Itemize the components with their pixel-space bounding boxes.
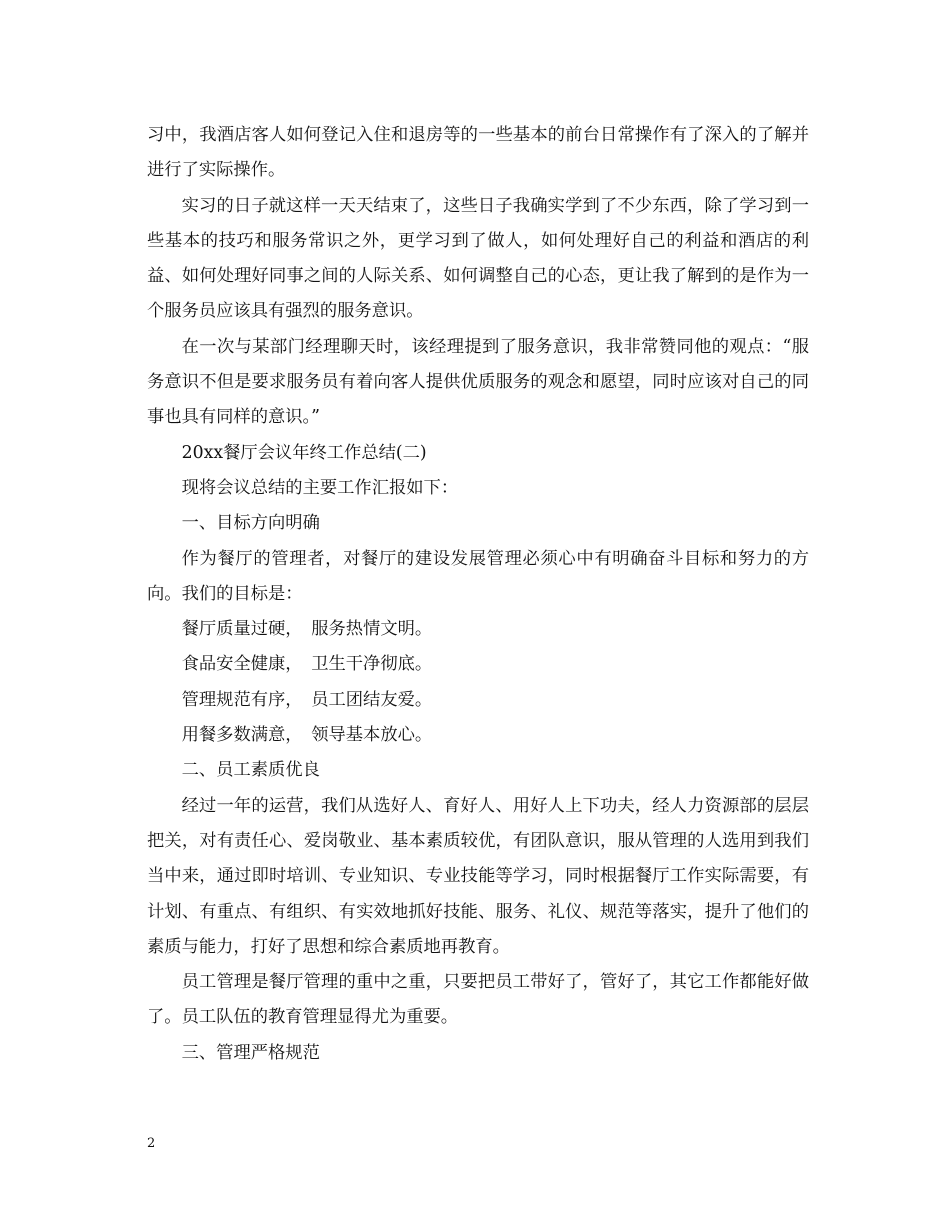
goal-line-1: 餐厅质量过硬， 服务热情文明。 — [181, 619, 433, 640]
paragraph-1: 习中，我酒店客人如何登记入住和退房等的一些基本的前台日常操作有了深入的了解并进行了实际操作。 — [147, 125, 809, 181]
section-title: 20xx餐厅会议年终工作总结(二) — [181, 442, 427, 463]
paragraph-3: 在一次与某部门经理聊天时，该经理提到了服务意识，我非常赞同他的观点：“服务意识不但是要求服务员有着向客人提供优质服务的观念和愿望，同时应该对自己的同事也具有同样的意识。” — [147, 336, 809, 428]
paragraph-2: 实习的日子就这样一天天结束了，这些日子我确实学到了不少东西，除了学习到一些基本的技巧和服务常识之外，更学习到了做人，如何处理好自己的利益和酒店的利益、如何处理好同事之间的人际关系、如何调整自己的心态，更让我了解到的是作为一个服务员应该具有强烈的服务意识。 — [147, 195, 809, 322]
heading-1: 一、目标方向明确 — [181, 513, 320, 534]
goal-line-4: 用餐多数满意， 领导基本放心。 — [181, 725, 433, 746]
heading-3: 三、管理严格规范 — [181, 1042, 320, 1063]
paragraph-management: 员工管理是餐厅管理的重中之重，只要把员工带好了，管好了，其它工作都能好做了。员工队伍的教育管理显得尤为重要。 — [147, 972, 809, 1028]
page-number: 2 — [147, 1136, 156, 1151]
paragraph-goal: 作为餐厅的管理者，对餐厅的建设发展管理必须心中有明确奋斗目标和努力的方向。我们的目标是： — [147, 548, 809, 604]
paragraph-staff: 经过一年的运营，我们从选好人、育好人、用好人上下功夫，经人力资源部的层层把关，对有责任心、爱岗敬业、基本素质较优，有团队意识，服从管理的人选用到我们当中来，通过即时培训、专业知识、专业技能等学习，同时根据餐厅工作实际需要，有计划、有重点、有组织、有实效地抓好技能、服务、礼仪、规范等落实，提升了他们的素质与能力，打好了思想和综合素质地再教育。 — [147, 795, 809, 957]
heading-2: 二、员工素质优良 — [181, 760, 320, 781]
document-body — [147, 118, 809, 1071]
paragraph-intro: 现将会议总结的主要工作汇报如下： — [181, 477, 459, 498]
goal-line-3: 管理规范有序， 员工团结友爱。 — [181, 689, 433, 710]
goal-line-2: 食品安全健康， 卫生干净彻底。 — [181, 654, 433, 675]
